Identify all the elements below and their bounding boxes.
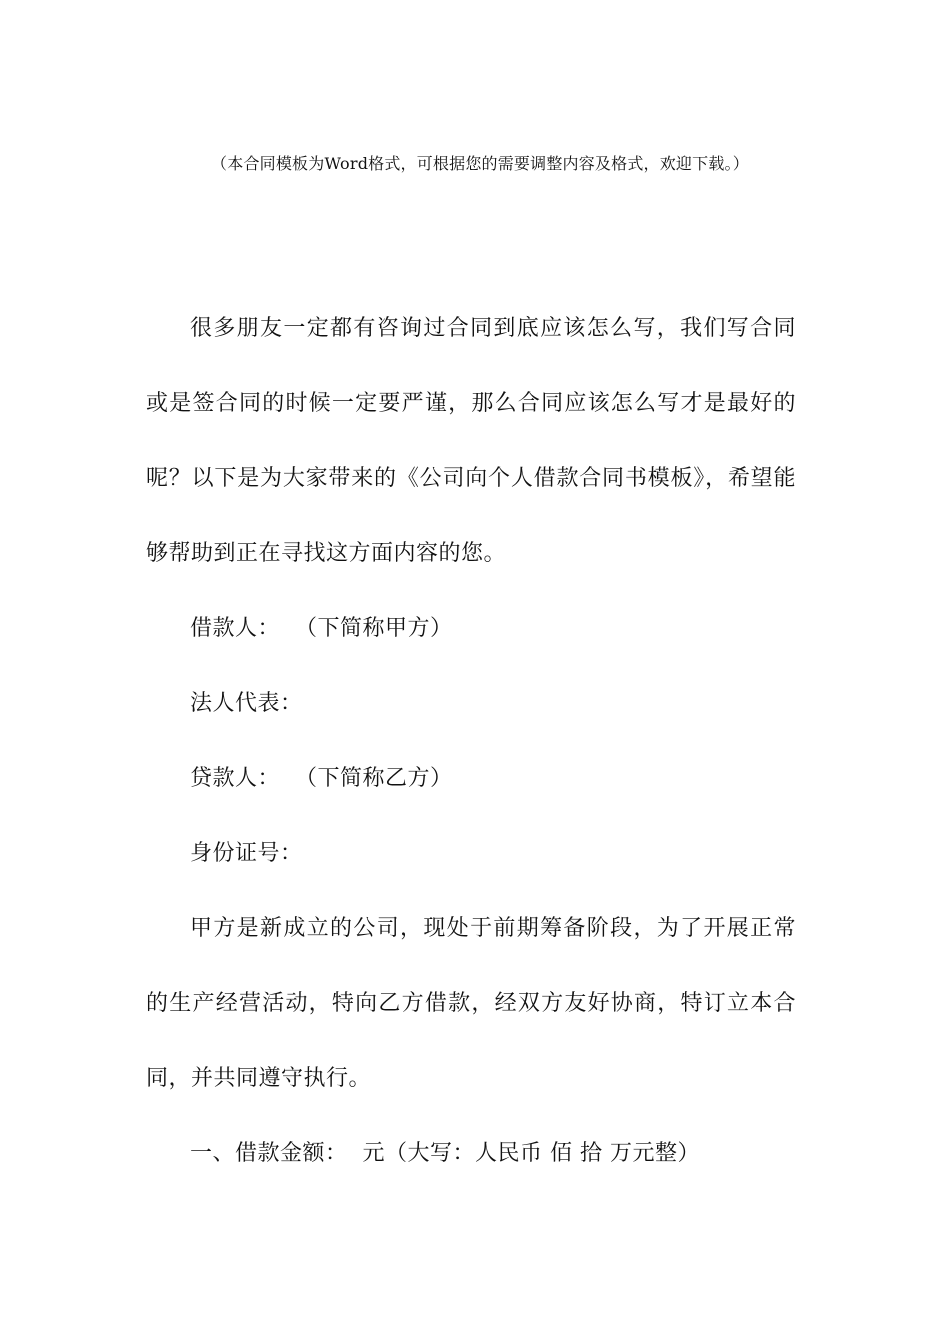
purpose-paragraph: 甲方是新成立的公司，现处于前期筹备阶段，为了开展正常的生产经营活动，特向乙方借款，经双方友好协商，特订立本合同，并共同遵守执行。: [146, 916, 796, 1091]
borrower-line: 借款人： （下简称甲方）: [190, 616, 453, 641]
legal-representative-line: 法人代表：: [190, 691, 303, 716]
loan-amount-clause: 一、借款金额： 元（大写：人民币 佰 拾 万元整）: [190, 1141, 700, 1166]
lender-line: 贷款人： （下简称乙方）: [190, 766, 453, 791]
intro-paragraph: 很多朋友一定都有咨询过合同到底应该怎么写，我们写合同或是签合同的时候一定要严谨，那么合同应该怎么写才是最好的呢？以下是为大家带来的《公司向个人借款合同书模板》，希望能够帮助到正在寻找这方面内容的您。: [146, 316, 796, 566]
id-number-line: 身份证号：: [190, 841, 303, 866]
document-body: [146, 291, 796, 1191]
template-note: （本合同模板为Word格式，可根据您的需要调整内容及格式，欢迎下载。）: [211, 154, 749, 173]
